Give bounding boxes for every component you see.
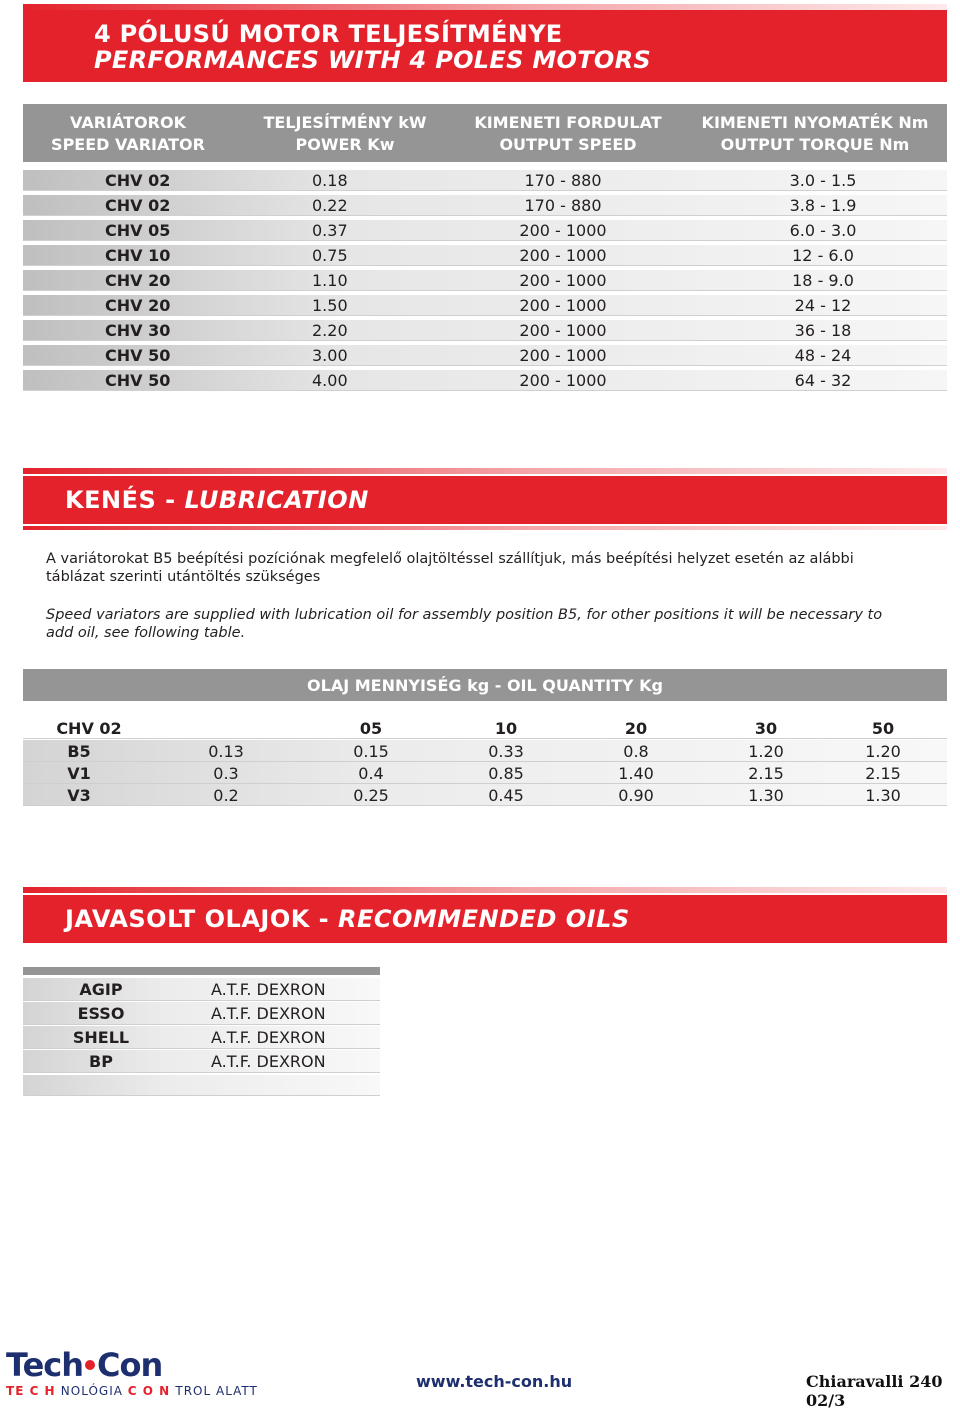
perf-row: CHV 50 4.00 200 - 1000 64 - 32 [23, 370, 947, 391]
col-speed: KIMENETI FORDULAT OUTPUT SPEED [474, 113, 662, 154]
logo-dot-icon [85, 1360, 95, 1370]
perf-row: CHV 30 2.20 200 - 1000 36 - 18 [23, 320, 947, 341]
col-variator: VARIÁTOROK SPEED VARIATOR [51, 113, 205, 154]
page-title-hu: 4 PÓLUSÚ MOTOR TELJESÍTMÉNYE [94, 20, 563, 48]
perf-row: CHV 02 0.18 170 - 880 3.0 - 1.5 [23, 170, 947, 191]
recommended-row: AGIP A.T.F. DEXRON [23, 978, 380, 1001]
recommended-table-header-bar [23, 967, 380, 975]
col-power: TELJESÍTMÉNY kW POWER Kw [263, 113, 427, 154]
lubrication-band-top-stripe [23, 468, 947, 474]
logo-tagline: TE C H NOLÓGIA C O N TROL ALATT [6, 1384, 258, 1398]
perf-row: CHV 02 0.22 170 - 880 3.8 - 1.9 [23, 195, 947, 216]
recommended-row: SHELL A.T.F. DEXRON [23, 1026, 380, 1049]
lubrication-band [23, 476, 947, 524]
oil-table-columns: CHV 02 05 10 20 30 50 [23, 717, 947, 739]
col-torque: KIMENETI NYOMATÉK Nm OUTPUT TORQUE Nm [701, 113, 929, 154]
lubrication-title: KENÉS - LUBRICATION [65, 486, 369, 514]
oil-quantity-header: OLAJ MENNYISÉG kg - OIL QUANTITY Kg [23, 669, 947, 701]
recommended-row: ESSO A.T.F. DEXRON [23, 1002, 380, 1025]
perf-table-header [23, 104, 947, 162]
recommended-title: JAVASOLT OLAJOK - RECOMMENDED OILS [65, 905, 630, 933]
perf-row: CHV 50 3.00 200 - 1000 48 - 24 [23, 345, 947, 366]
lubrication-text-en: Speed variators are supplied with lubrication oil for assembly position B5, for other positions it will be necessary to add oil, see following table. [46, 607, 883, 641]
title-band [23, 10, 947, 82]
website-link[interactable]: www.tech-con.hu [416, 1372, 573, 1391]
recommended-empty-row [23, 1075, 380, 1096]
techcon-logo[interactable]: Tech Con TE C H NOLÓGIA C O N TROL ALATT [6, 1346, 258, 1398]
perf-row: CHV 05 0.37 200 - 1000 6.0 - 3.0 [23, 220, 947, 241]
oil-row-v3: V3 0.2 0.25 0.45 0.90 1.30 1.30 [23, 784, 947, 806]
perf-row: CHV 20 1.50 200 - 1000 24 - 12 [23, 295, 947, 316]
perf-row: CHV 20 1.10 200 - 1000 18 - 9.0 [23, 270, 947, 291]
perf-row: CHV 10 0.75 200 - 1000 12 - 6.0 [23, 245, 947, 266]
oil-row-v1: V1 0.3 0.4 0.85 1.40 2.15 2.15 [23, 762, 947, 784]
recommended-row: BP A.T.F. DEXRON [23, 1050, 380, 1073]
lubrication-band-bottom-stripe [23, 526, 947, 530]
recommended-band [23, 895, 947, 943]
document-reference: Chiaravalli 240 02/3 [806, 1372, 943, 1410]
lubrication-text-hu: A variátorokat B5 beépítési pozíciónak megfelelő olajtöltéssel szállítjuk, más beépítési helyzet esetén az alábbi táblázat szerinti utántöltés szükséges [46, 551, 854, 585]
page-title-en: PERFORMANCES WITH 4 POLES MOTORS [94, 46, 651, 74]
recommended-band-top-stripe [23, 887, 947, 893]
oil-row-b5: B5 0.13 0.15 0.33 0.8 1.20 1.20 [23, 740, 947, 762]
